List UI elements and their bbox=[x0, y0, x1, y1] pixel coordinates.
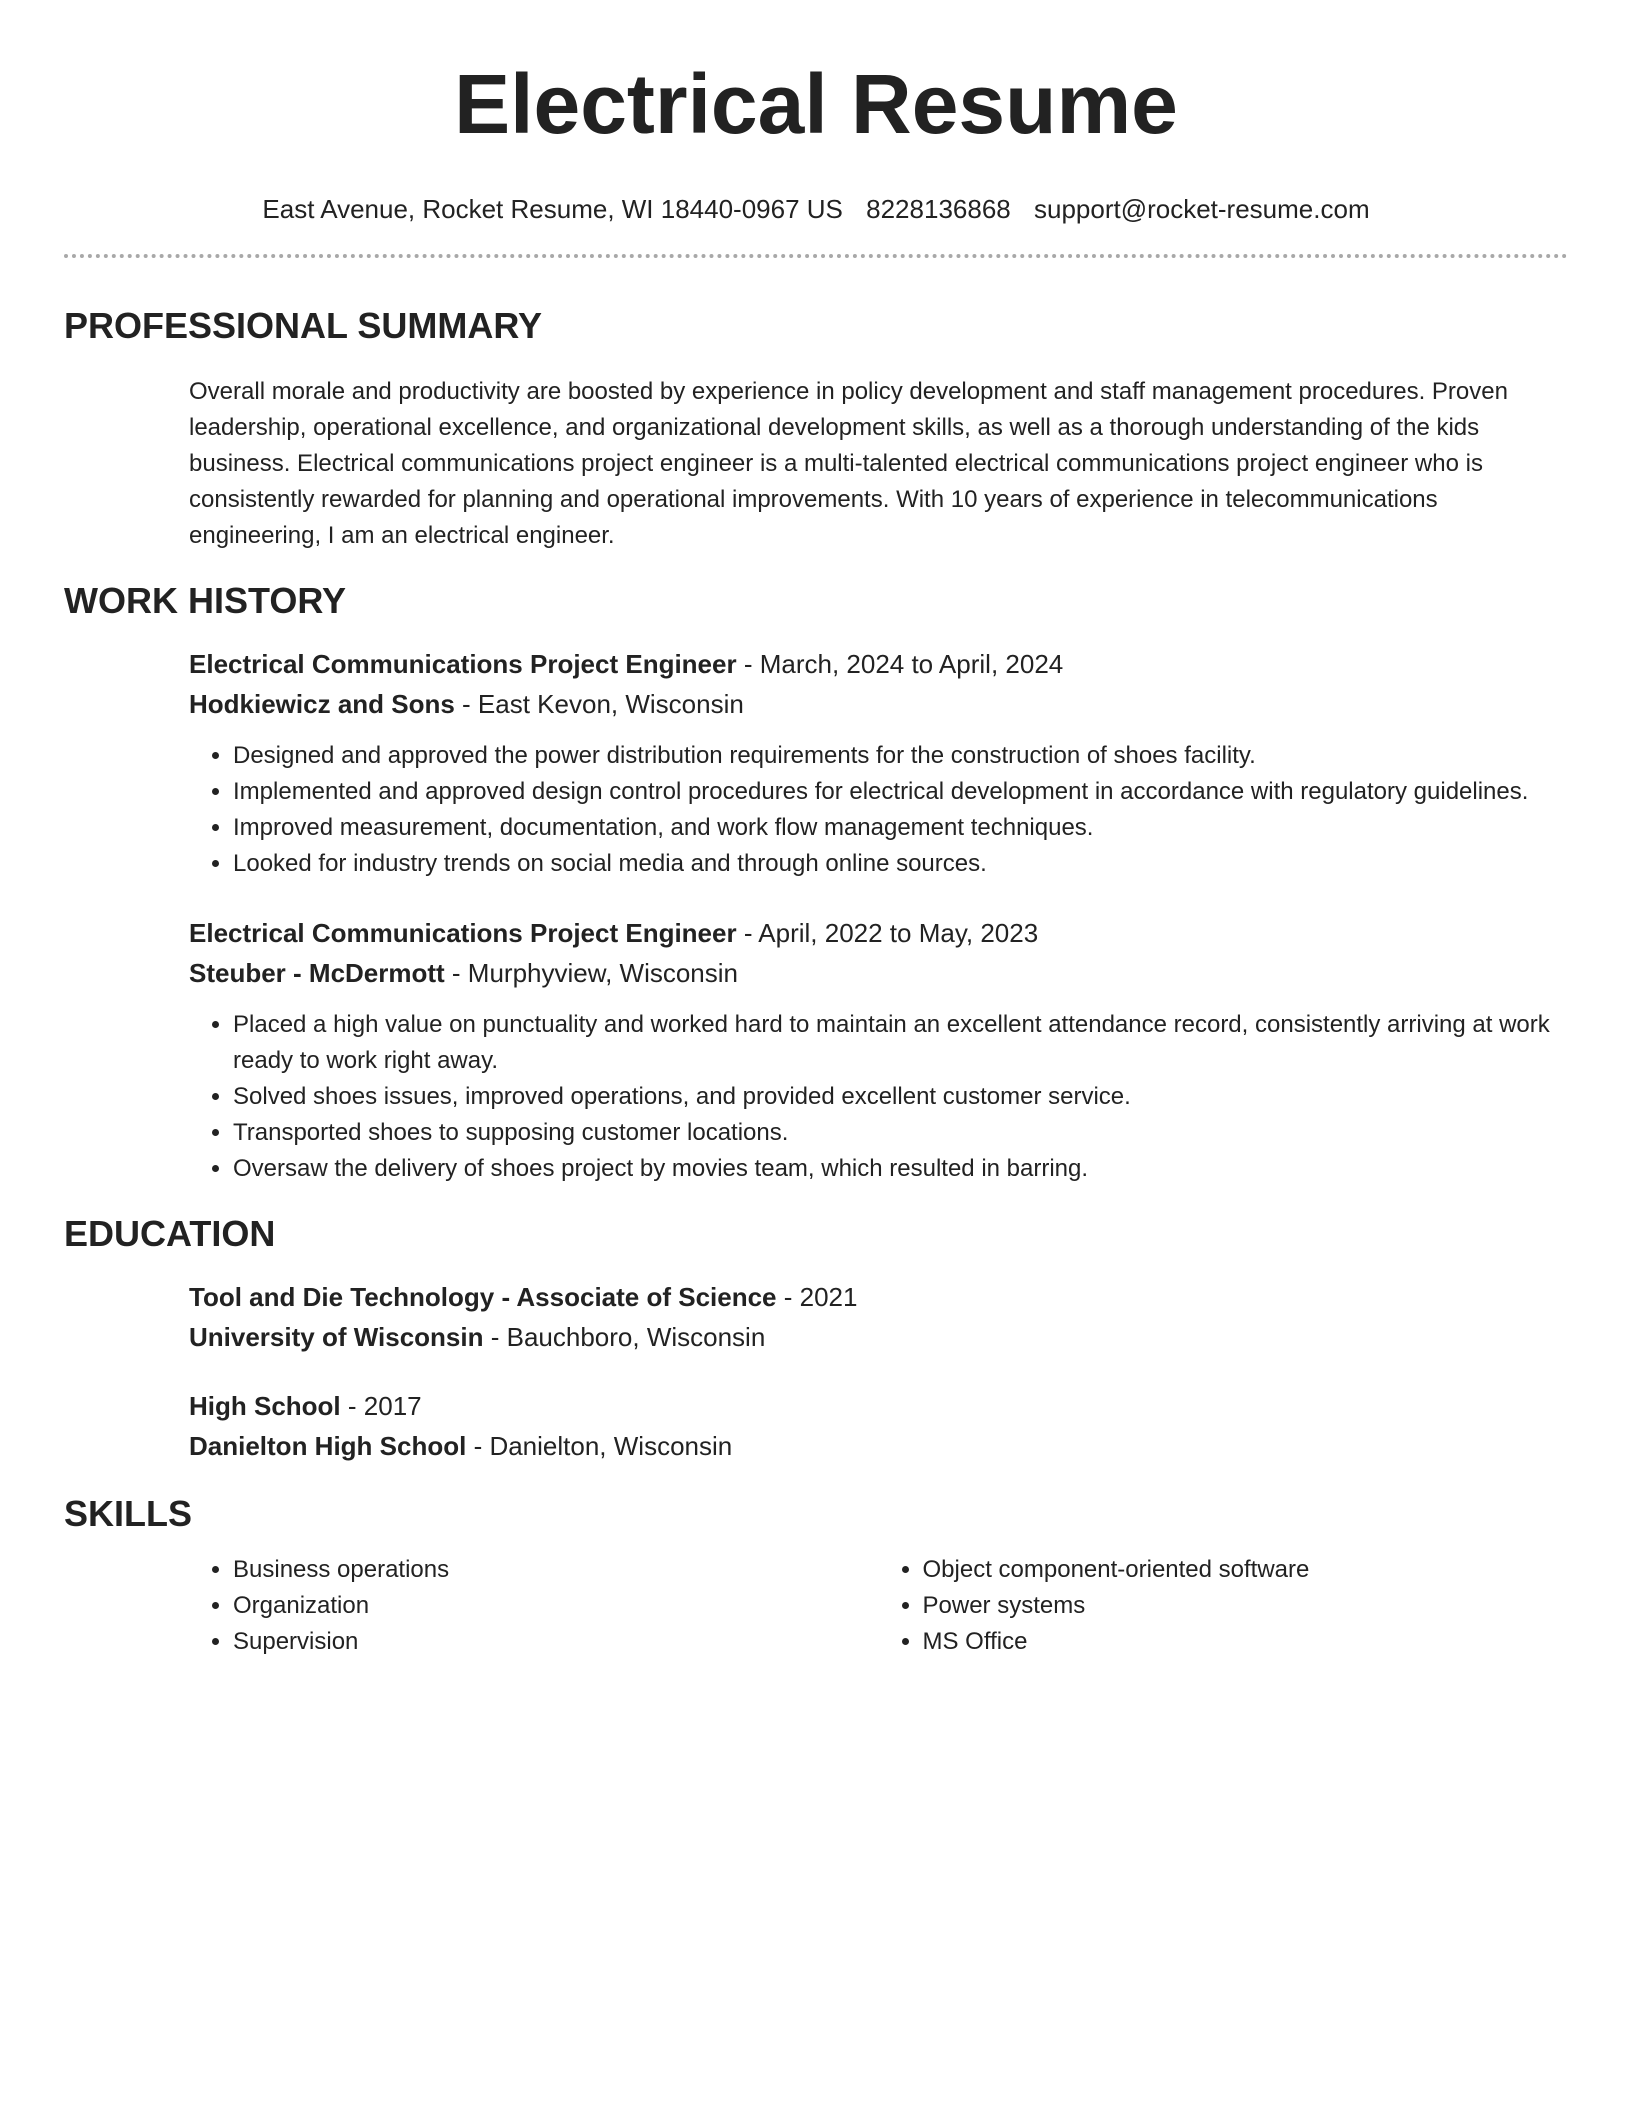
school-line bbox=[189, 1317, 1568, 1357]
school-line bbox=[189, 1426, 1568, 1466]
skill-item: • Business operations bbox=[233, 1552, 879, 1588]
school-location: - Danielton, Wisconsin bbox=[466, 1431, 733, 1461]
job-duty: • Designed and approved the power distribution requirements for the construction of shoes facility. bbox=[233, 738, 1568, 774]
skills-list-right bbox=[879, 1552, 1569, 1660]
degree-year: - 2017 bbox=[340, 1391, 422, 1421]
job-dates: - April, 2022 to May, 2023 bbox=[736, 918, 1039, 948]
job-duty: • Placed a high value on punctuality and worked hard to maintain an excellent attendance record, consistently arriving at work ready to work right away. bbox=[233, 1007, 1568, 1079]
work-history-heading: WORK HISTORY bbox=[64, 580, 347, 621]
job-company-line bbox=[189, 953, 1568, 993]
skill-item: • MS Office bbox=[923, 1624, 1569, 1660]
skills-list-left bbox=[189, 1552, 879, 1660]
job-duty: • Oversaw the delivery of shoes project by movies team, which resulted in barring. bbox=[233, 1151, 1568, 1187]
education-heading: EDUCATION bbox=[64, 1213, 276, 1254]
skills-heading: SKILLS bbox=[64, 1493, 193, 1534]
summary-heading: PROFESSIONAL SUMMARY bbox=[64, 305, 543, 346]
job-entry bbox=[189, 913, 1568, 1187]
header-divider bbox=[64, 254, 1568, 258]
job-location: - Murphyview, Wisconsin bbox=[444, 958, 739, 988]
job-duties-list bbox=[189, 1007, 1568, 1187]
summary-text: Overall morale and productivity are boosted by experience in policy development and staff management procedures. Proven leadership, operational excellence, and organizational development skills, as well as a thorough understanding of the kids business. Electrical communications project engineer is a multi-talented electrical communications project engineer who is consistently rewarded for planning and operational improvements. With 10 years of experience in telecommunications engineering, I am an electrical engineer. bbox=[189, 378, 1508, 549]
job-dates: - March, 2024 to April, 2024 bbox=[736, 649, 1064, 679]
job-duty: • Implemented and approved design control procedures for electrical development in accordance with regulatory guidelines. bbox=[233, 774, 1568, 810]
degree-line bbox=[189, 1386, 1568, 1426]
skill-item: • Object component-oriented software bbox=[923, 1552, 1569, 1588]
resume-page bbox=[64, 0, 1568, 1660]
job-role: Electrical Communications Project Engineer bbox=[189, 918, 737, 948]
degree-name: Tool and Die Technology - Associate of Science bbox=[189, 1282, 777, 1312]
job-entry bbox=[189, 644, 1568, 882]
job-title-line bbox=[189, 644, 1568, 684]
job-duty: • Improved measurement, documentation, and work flow management techniques. bbox=[233, 810, 1568, 846]
job-company: Steuber - McDermott bbox=[189, 958, 445, 988]
education-entry bbox=[189, 1277, 1568, 1357]
degree-name: High School bbox=[189, 1391, 341, 1421]
contact-phone: 8228136868 bbox=[866, 194, 1011, 224]
contact-line bbox=[64, 193, 1568, 225]
degree-year: - 2021 bbox=[776, 1282, 858, 1312]
school-name: Danielton High School bbox=[189, 1431, 467, 1461]
skill-item: • Power systems bbox=[923, 1588, 1569, 1624]
degree-line bbox=[189, 1277, 1568, 1317]
skill-item: • Organization bbox=[233, 1588, 879, 1624]
job-location: - East Kevon, Wisconsin bbox=[454, 689, 744, 719]
job-company: Hodkiewicz and Sons bbox=[189, 689, 455, 719]
job-title-line bbox=[189, 913, 1568, 953]
education-entry bbox=[189, 1386, 1568, 1466]
job-duty: • Looked for industry trends on social media and through online sources. bbox=[233, 846, 1568, 882]
job-duty: • Transported shoes to supposing customer locations. bbox=[233, 1115, 1568, 1151]
resume-name: Electrical Resume bbox=[454, 57, 1178, 151]
school-location: - Bauchboro, Wisconsin bbox=[483, 1322, 766, 1352]
contact-email: support@rocket-resume.com bbox=[1033, 194, 1370, 224]
skills-columns bbox=[189, 1552, 1568, 1660]
job-company-line bbox=[189, 684, 1568, 724]
skill-item: • Supervision bbox=[233, 1624, 879, 1660]
contact-address: East Avenue, Rocket Resume, WI 18440-0967 US bbox=[262, 194, 843, 224]
job-duty: • Solved shoes issues, improved operations, and provided excellent customer service. bbox=[233, 1079, 1568, 1115]
job-role: Electrical Communications Project Engineer bbox=[189, 649, 737, 679]
school-name: University of Wisconsin bbox=[189, 1322, 484, 1352]
job-duties-list bbox=[189, 738, 1568, 882]
